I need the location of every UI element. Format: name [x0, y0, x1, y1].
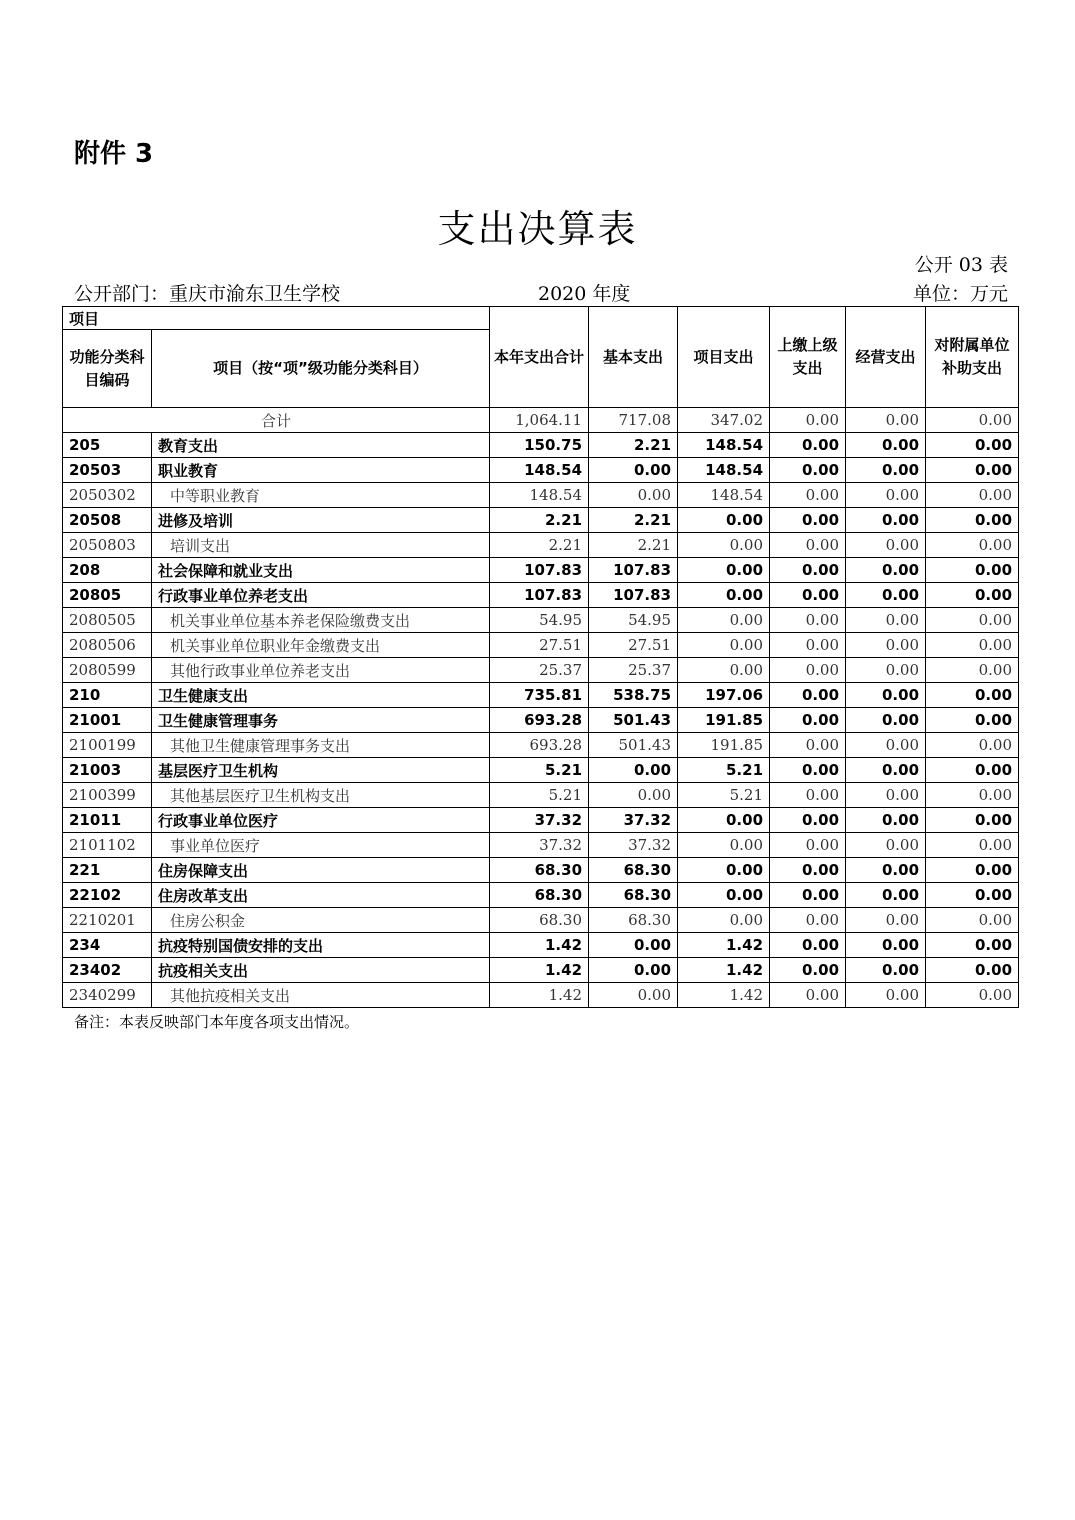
- row-value: 0.00: [846, 933, 926, 958]
- row-value: 2.21: [589, 533, 678, 558]
- row-value: 0.00: [926, 458, 1019, 483]
- row-value: 0.00: [770, 558, 846, 583]
- row-name: 其他基层医疗卫生机构支出: [170, 786, 351, 805]
- row-value: 538.75: [589, 683, 678, 708]
- row-name: 基层医疗卫生机构: [158, 761, 279, 780]
- row-value: 148.54: [678, 458, 770, 483]
- row-value: 191.85: [678, 733, 770, 758]
- row-code: 2080506: [63, 633, 152, 658]
- row-value: 107.83: [589, 558, 678, 583]
- total-cell: 0.00: [926, 408, 1019, 433]
- table-row: [63, 808, 1019, 833]
- header-subsidy: 对附属单位补助支出: [926, 307, 1019, 408]
- row-name-cell: [152, 808, 490, 833]
- row-value: 0.00: [926, 433, 1019, 458]
- row-value: 5.21: [490, 758, 589, 783]
- row-code: 2080599: [63, 658, 152, 683]
- row-value: 191.85: [678, 708, 770, 733]
- row-code: 23402: [63, 958, 152, 983]
- row-value: 0.00: [846, 908, 926, 933]
- table-row: [63, 508, 1019, 533]
- row-name: 卫生健康管理事务: [158, 711, 279, 730]
- row-name: 卫生健康支出: [158, 686, 249, 705]
- row-value: 0.00: [846, 633, 926, 658]
- row-value: 148.54: [678, 433, 770, 458]
- row-value: 0.00: [926, 958, 1019, 983]
- row-value: 0.00: [678, 633, 770, 658]
- total-label: 合计: [63, 408, 490, 433]
- row-name: 住房保障支出: [158, 861, 249, 880]
- row-code: 2101102: [63, 833, 152, 858]
- row-value: 0.00: [770, 683, 846, 708]
- row-code: 208: [63, 558, 152, 583]
- row-name-cell: [152, 458, 490, 483]
- row-value: 68.30: [589, 883, 678, 908]
- row-value: 0.00: [846, 858, 926, 883]
- row-value: 1.42: [490, 933, 589, 958]
- table-number: 公开 03 表: [914, 254, 1008, 276]
- row-value: 0.00: [846, 783, 926, 808]
- row-value: 27.51: [589, 633, 678, 658]
- row-value: 0.00: [846, 458, 926, 483]
- row-code: 20805: [63, 583, 152, 608]
- row-value: 0.00: [926, 508, 1019, 533]
- row-name: 其他抗疫相关支出: [170, 986, 291, 1005]
- row-value: 0.00: [926, 833, 1019, 858]
- row-value: 0.00: [678, 833, 770, 858]
- table-row: [63, 758, 1019, 783]
- row-value: 0.00: [846, 883, 926, 908]
- total-cell: 0.00: [846, 408, 926, 433]
- row-value: 27.51: [490, 633, 589, 658]
- row-value: 0.00: [926, 533, 1019, 558]
- row-value: 0.00: [926, 733, 1019, 758]
- unit-label: 单位：万元: [912, 283, 1008, 305]
- row-value: 0.00: [589, 758, 678, 783]
- row-name: 职业教育: [158, 461, 219, 480]
- table-note: 备注：本表反映部门本年度各项支出情况。: [74, 1013, 360, 1031]
- table-row: [63, 633, 1019, 658]
- row-value: 107.83: [490, 583, 589, 608]
- row-value: 2.21: [490, 508, 589, 533]
- row-value: 0.00: [846, 808, 926, 833]
- row-value: 693.28: [490, 708, 589, 733]
- row-value: 68.30: [490, 883, 589, 908]
- row-value: 0.00: [846, 733, 926, 758]
- row-name-cell: [152, 633, 490, 658]
- row-code: 21011: [63, 808, 152, 833]
- table-row: [63, 608, 1019, 633]
- row-name: 住房公积金: [170, 911, 246, 930]
- header-project: 项目支出: [678, 307, 770, 408]
- row-value: 148.54: [490, 458, 589, 483]
- row-value: 54.95: [589, 608, 678, 633]
- row-value: 0.00: [926, 583, 1019, 608]
- row-value: 0.00: [846, 683, 926, 708]
- row-value: 37.32: [589, 833, 678, 858]
- row-value: 735.81: [490, 683, 589, 708]
- row-value: 0.00: [846, 658, 926, 683]
- table-row: [63, 833, 1019, 858]
- row-name-cell: [152, 883, 490, 908]
- row-value: 0.00: [770, 583, 846, 608]
- row-value: 0.00: [770, 458, 846, 483]
- row-value: 0.00: [846, 958, 926, 983]
- row-name: 行政事业单位医疗: [158, 811, 279, 830]
- table-row: [63, 683, 1019, 708]
- row-value: 0.00: [846, 508, 926, 533]
- row-name-cell: [152, 758, 490, 783]
- row-code: 2100199: [63, 733, 152, 758]
- header-item: 项目: [63, 307, 490, 330]
- header-basic: 基本支出: [589, 307, 678, 408]
- row-value: 68.30: [589, 908, 678, 933]
- row-value: 37.32: [490, 808, 589, 833]
- row-value: 0.00: [926, 483, 1019, 508]
- row-name-cell: [152, 508, 490, 533]
- row-value: 0.00: [678, 808, 770, 833]
- row-code: 2340299: [63, 983, 152, 1008]
- row-value: 0.00: [846, 533, 926, 558]
- table-row: [63, 733, 1019, 758]
- row-value: 0.00: [846, 583, 926, 608]
- row-value: 0.00: [678, 883, 770, 908]
- row-name-cell: [152, 658, 490, 683]
- row-value: 0.00: [770, 858, 846, 883]
- row-value: 0.00: [589, 783, 678, 808]
- row-name-cell: [152, 583, 490, 608]
- row-value: 0.00: [926, 858, 1019, 883]
- row-value: 0.00: [846, 708, 926, 733]
- row-value: 37.32: [589, 808, 678, 833]
- row-name-cell: [152, 558, 490, 583]
- row-value: 0.00: [678, 908, 770, 933]
- row-value: 0.00: [846, 833, 926, 858]
- row-value: 0.00: [770, 658, 846, 683]
- row-name-cell: [152, 958, 490, 983]
- row-value: 1.42: [490, 983, 589, 1008]
- table-row: [63, 533, 1019, 558]
- row-code: 234: [63, 933, 152, 958]
- row-value: 0.00: [589, 458, 678, 483]
- attachment-label: 附件 3: [74, 139, 154, 169]
- row-value: 0.00: [678, 858, 770, 883]
- row-value: 0.00: [589, 983, 678, 1008]
- row-value: 5.21: [678, 783, 770, 808]
- row-code: 221: [63, 858, 152, 883]
- row-value: 0.00: [770, 608, 846, 633]
- total-cell: 0.00: [770, 408, 846, 433]
- row-value: 0.00: [770, 933, 846, 958]
- row-name: 其他行政事业单位养老支出: [170, 661, 351, 680]
- row-value: 0.00: [770, 508, 846, 533]
- row-value: 0.00: [770, 733, 846, 758]
- row-value: 0.00: [926, 933, 1019, 958]
- expenditure-table: [62, 306, 1019, 1008]
- row-value: 0.00: [926, 558, 1019, 583]
- row-name: 社会保障和就业支出: [158, 561, 294, 580]
- header-total: 本年支出合计: [490, 307, 589, 408]
- row-value: 0.00: [770, 833, 846, 858]
- row-value: 0.00: [926, 758, 1019, 783]
- row-name-cell: [152, 908, 490, 933]
- row-value: 0.00: [846, 558, 926, 583]
- row-value: 25.37: [589, 658, 678, 683]
- row-code: 205: [63, 433, 152, 458]
- department-label: 公开部门：重庆市渝东卫生学校: [74, 283, 341, 305]
- row-value: 0.00: [770, 533, 846, 558]
- row-value: 0.00: [846, 758, 926, 783]
- row-value: 501.43: [589, 733, 678, 758]
- row-value: 0.00: [770, 433, 846, 458]
- row-code: 22102: [63, 883, 152, 908]
- row-value: 0.00: [678, 533, 770, 558]
- row-code: 2050302: [63, 483, 152, 508]
- row-value: 0.00: [589, 483, 678, 508]
- row-value: 0.00: [926, 983, 1019, 1008]
- row-value: 0.00: [846, 608, 926, 633]
- row-name: 行政事业单位养老支出: [158, 586, 309, 605]
- row-value: 0.00: [846, 483, 926, 508]
- row-name-cell: [152, 683, 490, 708]
- row-value: 5.21: [678, 758, 770, 783]
- row-value: 0.00: [589, 958, 678, 983]
- row-value: 2.21: [589, 433, 678, 458]
- row-name-cell: [152, 733, 490, 758]
- row-name-cell: [152, 858, 490, 883]
- row-name-cell: [152, 833, 490, 858]
- table-row: [63, 583, 1019, 608]
- row-value: 0.00: [926, 658, 1019, 683]
- row-value: 1.42: [678, 933, 770, 958]
- row-value: 0.00: [926, 808, 1019, 833]
- row-name-cell: [152, 533, 490, 558]
- row-code: 21003: [63, 758, 152, 783]
- table-row: [63, 958, 1019, 983]
- row-value: 0.00: [770, 883, 846, 908]
- row-name-cell: [152, 983, 490, 1008]
- total-cell: 347.02: [678, 408, 770, 433]
- table-row: [63, 558, 1019, 583]
- row-name: 其他卫生健康管理事务支出: [170, 736, 351, 755]
- row-value: 0.00: [770, 708, 846, 733]
- row-value: 148.54: [490, 483, 589, 508]
- row-value: 0.00: [678, 508, 770, 533]
- row-value: 0.00: [678, 558, 770, 583]
- row-value: 68.30: [490, 858, 589, 883]
- row-value: 0.00: [770, 908, 846, 933]
- row-value: 0.00: [770, 958, 846, 983]
- row-value: 0.00: [770, 483, 846, 508]
- table-row: [63, 783, 1019, 808]
- row-name: 中等职业教育: [170, 486, 261, 505]
- row-value: 1.42: [678, 958, 770, 983]
- row-name: 培训支出: [170, 536, 231, 555]
- table-body: [63, 408, 1019, 1008]
- row-value: 197.06: [678, 683, 770, 708]
- row-code: 2050803: [63, 533, 152, 558]
- row-value: 37.32: [490, 833, 589, 858]
- header-code: 功能分类科目编码: [63, 330, 152, 408]
- table-row: [63, 483, 1019, 508]
- row-value: 0.00: [678, 608, 770, 633]
- row-name: 住房改革支出: [158, 886, 249, 905]
- row-value: 0.00: [770, 983, 846, 1008]
- row-name: 机关事业单位职业年金缴费支出: [170, 636, 381, 655]
- table-row: [63, 433, 1019, 458]
- row-value: 0.00: [678, 583, 770, 608]
- row-value: 0.00: [846, 983, 926, 1008]
- row-value: 1.42: [678, 983, 770, 1008]
- row-value: 0.00: [678, 658, 770, 683]
- header-turnover: 上缴上级支出: [770, 307, 846, 408]
- row-value: 501.43: [589, 708, 678, 733]
- row-name-cell: [152, 708, 490, 733]
- row-value: 0.00: [846, 433, 926, 458]
- row-value: 0.00: [926, 908, 1019, 933]
- total-cell: 1,064.11: [490, 408, 589, 433]
- row-value: 68.30: [589, 858, 678, 883]
- row-value: 107.83: [589, 583, 678, 608]
- row-value: 0.00: [926, 633, 1019, 658]
- row-code: 2100399: [63, 783, 152, 808]
- total-row: [63, 408, 1019, 433]
- row-value: 25.37: [490, 658, 589, 683]
- row-code: 20503: [63, 458, 152, 483]
- row-code: 210: [63, 683, 152, 708]
- row-value: 0.00: [770, 783, 846, 808]
- header-business: 经营支出: [846, 307, 926, 408]
- row-value: 54.95: [490, 608, 589, 633]
- row-name: 抗疫特别国债安排的支出: [158, 936, 324, 955]
- row-name-cell: [152, 608, 490, 633]
- year-label: 2020 年度: [538, 283, 631, 305]
- row-name: 机关事业单位基本养老保险缴费支出: [170, 611, 411, 630]
- table-row: [63, 458, 1019, 483]
- table-row: [63, 983, 1019, 1008]
- row-name-cell: [152, 933, 490, 958]
- row-value: 2.21: [490, 533, 589, 558]
- row-value: 0.00: [926, 708, 1019, 733]
- row-name-cell: [152, 783, 490, 808]
- row-value: 150.75: [490, 433, 589, 458]
- row-code: 2210201: [63, 908, 152, 933]
- row-value: 2.21: [589, 508, 678, 533]
- header-name: 项目（按“项”级功能分类科目）: [152, 330, 490, 408]
- row-value: 0.00: [926, 883, 1019, 908]
- row-value: 148.54: [678, 483, 770, 508]
- table-row: [63, 658, 1019, 683]
- row-value: 0.00: [926, 783, 1019, 808]
- row-value: 5.21: [490, 783, 589, 808]
- row-name-cell: [152, 433, 490, 458]
- row-value: 0.00: [770, 758, 846, 783]
- row-name: 教育支出: [158, 436, 219, 455]
- row-code: 20508: [63, 508, 152, 533]
- row-value: 0.00: [589, 933, 678, 958]
- row-value: 107.83: [490, 558, 589, 583]
- row-name: 事业单位医疗: [170, 836, 261, 855]
- row-code: 21001: [63, 708, 152, 733]
- row-value: 693.28: [490, 733, 589, 758]
- total-cell: 717.08: [589, 408, 678, 433]
- table-row: [63, 933, 1019, 958]
- row-value: 0.00: [770, 633, 846, 658]
- row-value: 1.42: [490, 958, 589, 983]
- table-row: [63, 708, 1019, 733]
- row-value: 0.00: [926, 608, 1019, 633]
- table-row: [63, 858, 1019, 883]
- row-code: 2080505: [63, 608, 152, 633]
- row-value: 68.30: [490, 908, 589, 933]
- page-title: 支出决算表: [437, 207, 638, 251]
- table-row: [63, 883, 1019, 908]
- row-value: 0.00: [926, 683, 1019, 708]
- row-name-cell: [152, 483, 490, 508]
- row-value: 0.00: [770, 808, 846, 833]
- row-name: 抗疫相关支出: [158, 961, 249, 980]
- table-row: [63, 908, 1019, 933]
- row-name: 进修及培训: [158, 511, 234, 530]
